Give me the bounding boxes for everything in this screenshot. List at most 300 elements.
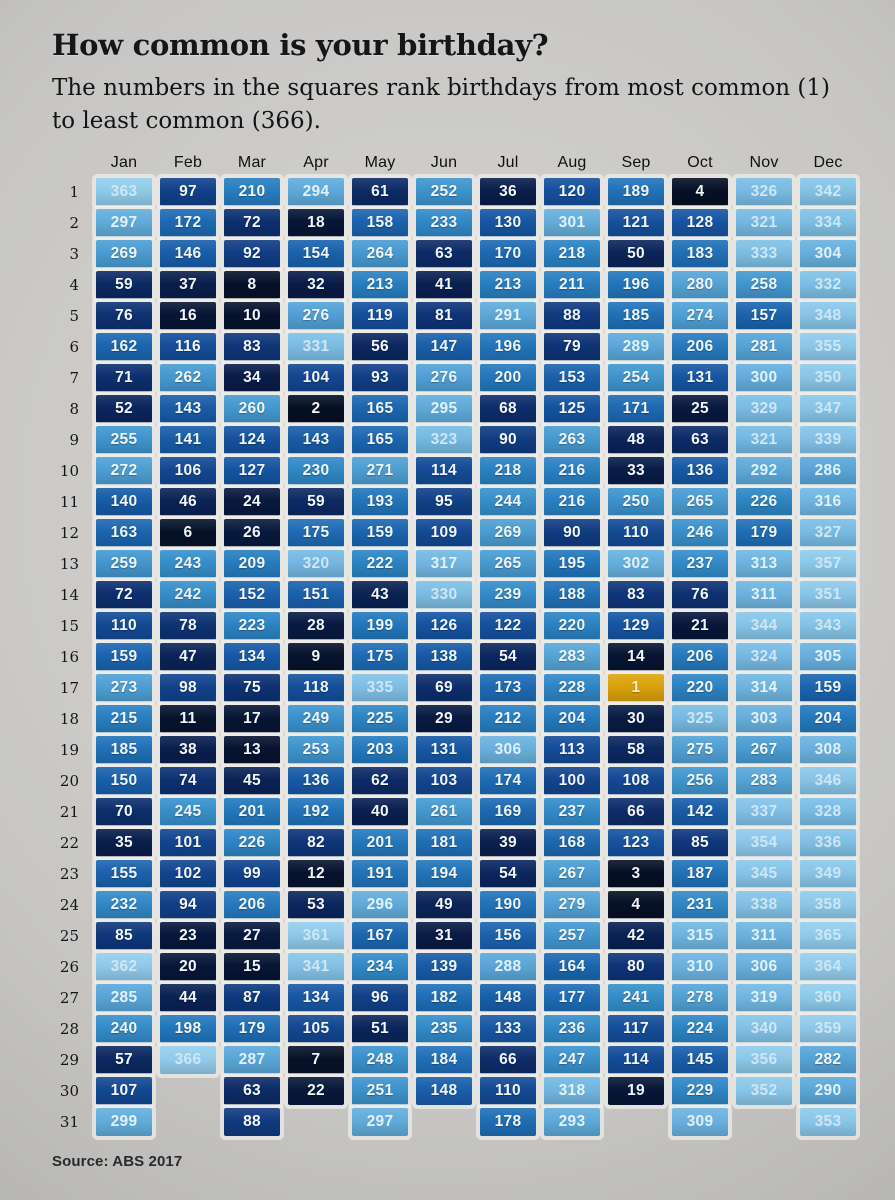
heatmap-cell-jan-10: 272 (96, 457, 152, 485)
heatmap-cell-aug-9: 263 (544, 426, 600, 454)
heatmap-cell-aug-3: 218 (544, 240, 600, 268)
heatmap-cell-aug-20: 100 (544, 767, 600, 795)
heatmap-cell-feb-19: 38 (160, 736, 216, 764)
heatmap-cell-may-23: 191 (352, 860, 408, 888)
month-label-apr: Apr (303, 154, 329, 172)
heatmap-cell-jan-3: 269 (96, 240, 152, 268)
heatmap-cell-jun-9: 323 (416, 426, 472, 454)
heatmap-cell-apr-5: 276 (288, 302, 344, 330)
day-label-26: 26 (59, 958, 79, 977)
heatmap-cell-may-18: 225 (352, 705, 408, 733)
month-label-jan: Jan (110, 154, 138, 172)
heatmap-cell-may-3: 264 (352, 240, 408, 268)
heatmap-cell-mar-4: 8 (224, 271, 280, 299)
day-label-14: 14 (59, 586, 79, 605)
heatmap-cell-feb-29: 366 (160, 1046, 216, 1074)
heatmap-cell-apr-8: 2 (288, 395, 344, 423)
heatmap-cell-nov-20: 283 (736, 767, 792, 795)
heatmap-cell-feb-20: 74 (160, 767, 216, 795)
heatmap-cell-apr-1: 294 (288, 178, 344, 206)
day-label-5: 5 (69, 307, 79, 326)
heatmap-cell-feb-12: 6 (160, 519, 216, 547)
day-label-8: 8 (69, 400, 79, 419)
heatmap-cell-nov-25: 311 (736, 922, 792, 950)
heatmap-cell-apr-9: 143 (288, 426, 344, 454)
heatmap-cell-jul-5: 291 (480, 302, 536, 330)
heatmap-cell-may-8: 165 (352, 395, 408, 423)
heatmap-cell-mar-27: 87 (224, 984, 280, 1012)
heatmap-cell-apr-4: 32 (288, 271, 344, 299)
heatmap-cell-jun-27: 182 (416, 984, 472, 1012)
heatmap-cell-oct-3: 183 (672, 240, 728, 268)
page-title: How common is your birthday? (52, 28, 549, 62)
heatmap-cell-jun-25: 31 (416, 922, 472, 950)
heatmap-cell-aug-18: 204 (544, 705, 600, 733)
heatmap-cell-jun-30: 148 (416, 1077, 472, 1105)
heatmap-cell-jun-28: 235 (416, 1015, 472, 1043)
heatmap-cell-oct-31: 309 (672, 1108, 728, 1136)
month-label-feb: Feb (173, 154, 203, 172)
heatmap-cell-sep-7: 254 (608, 364, 664, 392)
heatmap-cell-jun-12: 109 (416, 519, 472, 547)
heatmap-cell-jul-2: 130 (480, 209, 536, 237)
heatmap-cell-jun-19: 131 (416, 736, 472, 764)
heatmap-cell-may-14: 43 (352, 581, 408, 609)
day-label-24: 24 (59, 896, 79, 915)
heatmap-cell-oct-5: 274 (672, 302, 728, 330)
heatmap-cell-aug-6: 79 (544, 333, 600, 361)
heatmap-cell-may-25: 167 (352, 922, 408, 950)
heatmap-cell-jun-26: 139 (416, 953, 472, 981)
heatmap-cell-jul-1: 36 (480, 178, 536, 206)
day-label-11: 11 (59, 493, 79, 512)
heatmap-cell-jan-24: 232 (96, 891, 152, 919)
heatmap-cell-jan-1: 363 (96, 178, 152, 206)
heatmap-cell-sep-12: 110 (608, 519, 664, 547)
heatmap-cell-jan-14: 72 (96, 581, 152, 609)
heatmap-cell-jul-11: 244 (480, 488, 536, 516)
heatmap-cell-jan-18: 215 (96, 705, 152, 733)
heatmap-cell-jun-17: 69 (416, 674, 472, 702)
heatmap-cell-nov-6: 281 (736, 333, 792, 361)
heatmap-cell-nov-2: 321 (736, 209, 792, 237)
heatmap-cell-dec-22: 336 (800, 829, 856, 857)
heatmap-cell-jul-14: 239 (480, 581, 536, 609)
heatmap-cell-mar-24: 206 (224, 891, 280, 919)
heatmap-cell-mar-19: 13 (224, 736, 280, 764)
heatmap-cell-jul-19: 306 (480, 736, 536, 764)
heatmap-cell-jan-22: 35 (96, 829, 152, 857)
heatmap-cell-jul-20: 174 (480, 767, 536, 795)
heatmap-cell-dec-7: 350 (800, 364, 856, 392)
heatmap-cell-may-12: 159 (352, 519, 408, 547)
heatmap-cell-oct-26: 310 (672, 953, 728, 981)
heatmap-cell-may-4: 213 (352, 271, 408, 299)
heatmap-cell-oct-25: 315 (672, 922, 728, 950)
heatmap-cell-jun-15: 126 (416, 612, 472, 640)
heatmap-cell-sep-4: 196 (608, 271, 664, 299)
heatmap-cell-jun-20: 103 (416, 767, 472, 795)
heatmap-cell-nov-24: 338 (736, 891, 792, 919)
heatmap-cell-aug-12: 90 (544, 519, 600, 547)
heatmap-cell-sep-16: 14 (608, 643, 664, 671)
heatmap-cell-dec-20: 346 (800, 767, 856, 795)
heatmap-cell-mar-1: 210 (224, 178, 280, 206)
day-label-13: 13 (59, 555, 79, 574)
heatmap-cell-jun-6: 147 (416, 333, 472, 361)
heatmap-cell-nov-11: 226 (736, 488, 792, 516)
heatmap-cell-sep-1: 189 (608, 178, 664, 206)
heatmap-cell-dec-28: 359 (800, 1015, 856, 1043)
month-label-jul: Jul (497, 154, 519, 172)
heatmap-cell-jan-26: 362 (96, 953, 152, 981)
heatmap-cell-jul-7: 200 (480, 364, 536, 392)
heatmap-cell-mar-2: 72 (224, 209, 280, 237)
heatmap-cell-aug-14: 188 (544, 581, 600, 609)
heatmap-cell-jan-25: 85 (96, 922, 152, 950)
heatmap-cell-feb-23: 102 (160, 860, 216, 888)
heatmap-cell-jul-25: 156 (480, 922, 536, 950)
heatmap-cell-apr-2: 18 (288, 209, 344, 237)
heatmap-cell-apr-22: 82 (288, 829, 344, 857)
heatmap-cell-mar-12: 26 (224, 519, 280, 547)
heatmap-cell-dec-1: 342 (800, 178, 856, 206)
heatmap-cell-jan-28: 240 (96, 1015, 152, 1043)
heatmap-cell-nov-9: 321 (736, 426, 792, 454)
heatmap-cell-mar-5: 10 (224, 302, 280, 330)
heatmap-cell-apr-3: 154 (288, 240, 344, 268)
heatmap-cell-jan-6: 162 (96, 333, 152, 361)
heatmap-cell-mar-9: 124 (224, 426, 280, 454)
heatmap-cell-jun-2: 233 (416, 209, 472, 237)
source-note: Source: ABS 2017 (52, 1153, 183, 1171)
heatmap-cell-aug-8: 125 (544, 395, 600, 423)
heatmap-cell-may-10: 271 (352, 457, 408, 485)
heatmap-cell-jul-30: 110 (480, 1077, 536, 1105)
month-label-dec: Dec (813, 154, 843, 172)
heatmap-cell-nov-18: 303 (736, 705, 792, 733)
heatmap-cell-jan-15: 110 (96, 612, 152, 640)
heatmap-cell-oct-27: 278 (672, 984, 728, 1012)
day-label-10: 10 (59, 462, 79, 481)
heatmap-cell-jul-3: 170 (480, 240, 536, 268)
heatmap-cell-may-6: 56 (352, 333, 408, 361)
heatmap-cell-aug-13: 195 (544, 550, 600, 578)
heatmap-cell-sep-20: 108 (608, 767, 664, 795)
heatmap-cell-feb-9: 141 (160, 426, 216, 454)
heatmap-cell-oct-13: 237 (672, 550, 728, 578)
heatmap-cell-jun-1: 252 (416, 178, 472, 206)
heatmap-cell-oct-22: 85 (672, 829, 728, 857)
heatmap-cell-nov-8: 329 (736, 395, 792, 423)
heatmap-cell-nov-15: 344 (736, 612, 792, 640)
heatmap-cell-sep-15: 129 (608, 612, 664, 640)
heatmap-cell-mar-25: 27 (224, 922, 280, 950)
heatmap-cell-may-30: 251 (352, 1077, 408, 1105)
day-label-7: 7 (69, 369, 79, 388)
heatmap-cell-feb-7: 262 (160, 364, 216, 392)
heatmap-cell-feb-11: 46 (160, 488, 216, 516)
heatmap-cell-jan-16: 159 (96, 643, 152, 671)
month-label-oct: Oct (687, 154, 713, 172)
heatmap-cell-jul-6: 196 (480, 333, 536, 361)
heatmap-cell-oct-16: 206 (672, 643, 728, 671)
heatmap-cell-oct-8: 25 (672, 395, 728, 423)
heatmap-cell-mar-8: 260 (224, 395, 280, 423)
empty-slot (288, 1108, 344, 1136)
heatmap-cell-apr-23: 12 (288, 860, 344, 888)
heatmap-cell-may-7: 93 (352, 364, 408, 392)
heatmap-cell-may-21: 40 (352, 798, 408, 826)
heatmap-cell-may-22: 201 (352, 829, 408, 857)
month-label-nov: Nov (749, 154, 779, 172)
heatmap-cell-may-1: 61 (352, 178, 408, 206)
heatmap-cell-nov-30: 352 (736, 1077, 792, 1105)
heatmap-cell-aug-15: 220 (544, 612, 600, 640)
heatmap-cell-aug-31: 293 (544, 1108, 600, 1136)
heatmap-cell-jun-21: 261 (416, 798, 472, 826)
heatmap-cell-dec-29: 282 (800, 1046, 856, 1074)
heatmap-cell-jan-12: 163 (96, 519, 152, 547)
heatmap-cell-may-29: 248 (352, 1046, 408, 1074)
heatmap-cell-nov-26: 306 (736, 953, 792, 981)
heatmap-cell-apr-26: 341 (288, 953, 344, 981)
heatmap-cell-jul-28: 133 (480, 1015, 536, 1043)
heatmap-cell-dec-2: 334 (800, 209, 856, 237)
heatmap-cell-jul-31: 178 (480, 1108, 536, 1136)
birthday-heatmap (52, 147, 895, 1136)
heatmap-cell-mar-18: 17 (224, 705, 280, 733)
day-label-30: 30 (59, 1082, 79, 1101)
heatmap-cell-jun-8: 295 (416, 395, 472, 423)
heatmap-cell-oct-19: 275 (672, 736, 728, 764)
heatmap-cell-may-27: 96 (352, 984, 408, 1012)
heatmap-cell-dec-17: 159 (800, 674, 856, 702)
heatmap-cell-jan-13: 259 (96, 550, 152, 578)
heatmap-cell-oct-28: 224 (672, 1015, 728, 1043)
heatmap-cell-dec-27: 360 (800, 984, 856, 1012)
heatmap-cell-may-17: 335 (352, 674, 408, 702)
heatmap-cell-jan-27: 285 (96, 984, 152, 1012)
heatmap-cell-jan-21: 70 (96, 798, 152, 826)
heatmap-cell-jul-17: 173 (480, 674, 536, 702)
heatmap-cell-may-5: 119 (352, 302, 408, 330)
heatmap-cell-mar-22: 226 (224, 829, 280, 857)
heatmap-cell-aug-11: 216 (544, 488, 600, 516)
heatmap-cell-apr-6: 331 (288, 333, 344, 361)
heatmap-cell-dec-6: 355 (800, 333, 856, 361)
heatmap-cell-jul-4: 213 (480, 271, 536, 299)
heatmap-cell-dec-13: 357 (800, 550, 856, 578)
heatmap-cell-feb-27: 44 (160, 984, 216, 1012)
heatmap-cell-dec-4: 332 (800, 271, 856, 299)
subtitle: The numbers in the squares rank birthdays from most common (1) to least common (366). (52, 75, 831, 134)
heatmap-cell-dec-3: 304 (800, 240, 856, 268)
heatmap-cell-sep-2: 121 (608, 209, 664, 237)
heatmap-cell-jun-24: 49 (416, 891, 472, 919)
heatmap-cell-oct-15: 21 (672, 612, 728, 640)
heatmap-cell-dec-14: 351 (800, 581, 856, 609)
heatmap-cell-apr-15: 28 (288, 612, 344, 640)
heatmap-cell-may-31: 297 (352, 1108, 408, 1136)
day-label-3: 3 (69, 245, 79, 264)
heatmap-cell-nov-28: 340 (736, 1015, 792, 1043)
heatmap-cell-apr-12: 175 (288, 519, 344, 547)
heatmap-cell-sep-19: 58 (608, 736, 664, 764)
heatmap-cell-aug-22: 168 (544, 829, 600, 857)
heatmap-cell-aug-17: 228 (544, 674, 600, 702)
heatmap-cell-may-19: 203 (352, 736, 408, 764)
empty-slot (416, 1108, 472, 1136)
heatmap-cell-oct-11: 265 (672, 488, 728, 516)
heatmap-cell-aug-10: 216 (544, 457, 600, 485)
heatmap-cell-aug-1: 120 (544, 178, 600, 206)
heatmap-cell-mar-30: 63 (224, 1077, 280, 1105)
heatmap-cell-dec-30: 290 (800, 1077, 856, 1105)
heatmap-cell-jun-14: 330 (416, 581, 472, 609)
heatmap-cell-jul-26: 288 (480, 953, 536, 981)
heatmap-cell-sep-8: 171 (608, 395, 664, 423)
heatmap-cell-mar-28: 179 (224, 1015, 280, 1043)
heatmap-cell-jul-12: 269 (480, 519, 536, 547)
heatmap-cell-sep-30: 19 (608, 1077, 664, 1105)
day-label-23: 23 (59, 865, 79, 884)
heatmap-cell-mar-6: 83 (224, 333, 280, 361)
heatmap-cell-sep-27: 241 (608, 984, 664, 1012)
day-label-22: 22 (59, 834, 79, 853)
heatmap-cell-oct-17: 220 (672, 674, 728, 702)
heatmap-cell-nov-7: 300 (736, 364, 792, 392)
heatmap-cell-aug-24: 279 (544, 891, 600, 919)
heatmap-cell-jun-11: 95 (416, 488, 472, 516)
heatmap-cell-dec-11: 316 (800, 488, 856, 516)
heatmap-corner-spacer (52, 147, 88, 175)
heatmap-cell-sep-3: 50 (608, 240, 664, 268)
heatmap-cell-jul-18: 212 (480, 705, 536, 733)
heatmap-cell-feb-10: 106 (160, 457, 216, 485)
heatmap-cell-may-26: 234 (352, 953, 408, 981)
empty-slot (736, 1108, 792, 1136)
heatmap-cell-apr-19: 253 (288, 736, 344, 764)
heatmap-cell-feb-21: 245 (160, 798, 216, 826)
day-label-17: 17 (59, 679, 79, 698)
heatmap-cell-jun-4: 41 (416, 271, 472, 299)
heatmap-cell-aug-21: 237 (544, 798, 600, 826)
heatmap-cell-jul-16: 54 (480, 643, 536, 671)
heatmap-cell-dec-5: 348 (800, 302, 856, 330)
heatmap-cell-oct-29: 145 (672, 1046, 728, 1074)
heatmap-cell-apr-29: 7 (288, 1046, 344, 1074)
heatmap-cell-may-20: 62 (352, 767, 408, 795)
heatmap-cell-dec-21: 328 (800, 798, 856, 826)
heatmap-cell-jan-29: 57 (96, 1046, 152, 1074)
heatmap-cell-sep-23: 3 (608, 860, 664, 888)
day-label-6: 6 (69, 338, 79, 357)
heatmap-cell-apr-21: 192 (288, 798, 344, 826)
heatmap-cell-apr-30: 22 (288, 1077, 344, 1105)
heatmap-cell-oct-23: 187 (672, 860, 728, 888)
heatmap-cell-nov-3: 333 (736, 240, 792, 268)
heatmap-cell-sep-5: 185 (608, 302, 664, 330)
heatmap-cell-nov-4: 258 (736, 271, 792, 299)
heatmap-cell-sep-13: 302 (608, 550, 664, 578)
day-label-20: 20 (59, 772, 79, 791)
heatmap-cell-dec-15: 343 (800, 612, 856, 640)
heatmap-cell-sep-18: 30 (608, 705, 664, 733)
heatmap-cell-apr-10: 230 (288, 457, 344, 485)
heatmap-cell-jan-31: 299 (96, 1108, 152, 1136)
heatmap-cell-may-24: 296 (352, 891, 408, 919)
heatmap-cell-oct-14: 76 (672, 581, 728, 609)
heatmap-cell-dec-23: 349 (800, 860, 856, 888)
heatmap-cell-jan-20: 150 (96, 767, 152, 795)
heatmap-cell-nov-12: 179 (736, 519, 792, 547)
heatmap-cell-dec-24: 358 (800, 891, 856, 919)
heatmap-cell-aug-7: 153 (544, 364, 600, 392)
heatmap-cell-oct-12: 246 (672, 519, 728, 547)
heatmap-cell-nov-29: 356 (736, 1046, 792, 1074)
heatmap-cell-mar-11: 24 (224, 488, 280, 516)
heatmap-cell-jun-5: 81 (416, 302, 472, 330)
heatmap-cell-mar-15: 223 (224, 612, 280, 640)
heatmap-cell-may-9: 165 (352, 426, 408, 454)
heatmap-cell-jun-18: 29 (416, 705, 472, 733)
heatmap-cell-apr-18: 249 (288, 705, 344, 733)
heatmap-cell-nov-5: 157 (736, 302, 792, 330)
heatmap-cell-nov-22: 354 (736, 829, 792, 857)
heatmap-cell-jun-22: 181 (416, 829, 472, 857)
day-label-28: 28 (59, 1020, 79, 1039)
day-label-29: 29 (59, 1051, 79, 1070)
heatmap-cell-jan-9: 255 (96, 426, 152, 454)
heatmap-cell-oct-24: 231 (672, 891, 728, 919)
heatmap-cell-mar-17: 75 (224, 674, 280, 702)
heatmap-cell-apr-16: 9 (288, 643, 344, 671)
day-label-4: 4 (69, 276, 79, 295)
month-label-aug: Aug (557, 154, 587, 172)
heatmap-cell-feb-18: 11 (160, 705, 216, 733)
heatmap-cell-nov-19: 267 (736, 736, 792, 764)
heatmap-cell-aug-5: 88 (544, 302, 600, 330)
heatmap-cell-apr-7: 104 (288, 364, 344, 392)
heatmap-cell-jun-29: 184 (416, 1046, 472, 1074)
heatmap-cell-jul-27: 148 (480, 984, 536, 1012)
heatmap-cell-feb-15: 78 (160, 612, 216, 640)
heatmap-cell-nov-17: 314 (736, 674, 792, 702)
month-label-may: May (364, 154, 396, 172)
heatmap-cell-nov-14: 311 (736, 581, 792, 609)
heatmap-cell-dec-19: 308 (800, 736, 856, 764)
heatmap-cell-feb-28: 198 (160, 1015, 216, 1043)
heatmap-cell-may-28: 51 (352, 1015, 408, 1043)
heatmap-cell-jan-19: 185 (96, 736, 152, 764)
heatmap-cell-mar-26: 15 (224, 953, 280, 981)
heatmap-cell-jun-10: 114 (416, 457, 472, 485)
heatmap-cell-apr-24: 53 (288, 891, 344, 919)
heatmap-cell-may-15: 199 (352, 612, 408, 640)
day-label-18: 18 (59, 710, 79, 729)
heatmap-cell-sep-22: 123 (608, 829, 664, 857)
month-label-jun: Jun (430, 154, 458, 172)
heatmap-cell-nov-23: 345 (736, 860, 792, 888)
heatmap-cell-mar-16: 134 (224, 643, 280, 671)
heatmap-cell-jan-4: 59 (96, 271, 152, 299)
heatmap-cell-feb-3: 146 (160, 240, 216, 268)
heatmap-cell-jul-10: 218 (480, 457, 536, 485)
heatmap-cell-mar-21: 201 (224, 798, 280, 826)
heatmap-cell-jan-8: 52 (96, 395, 152, 423)
heatmap-cell-dec-25: 365 (800, 922, 856, 950)
